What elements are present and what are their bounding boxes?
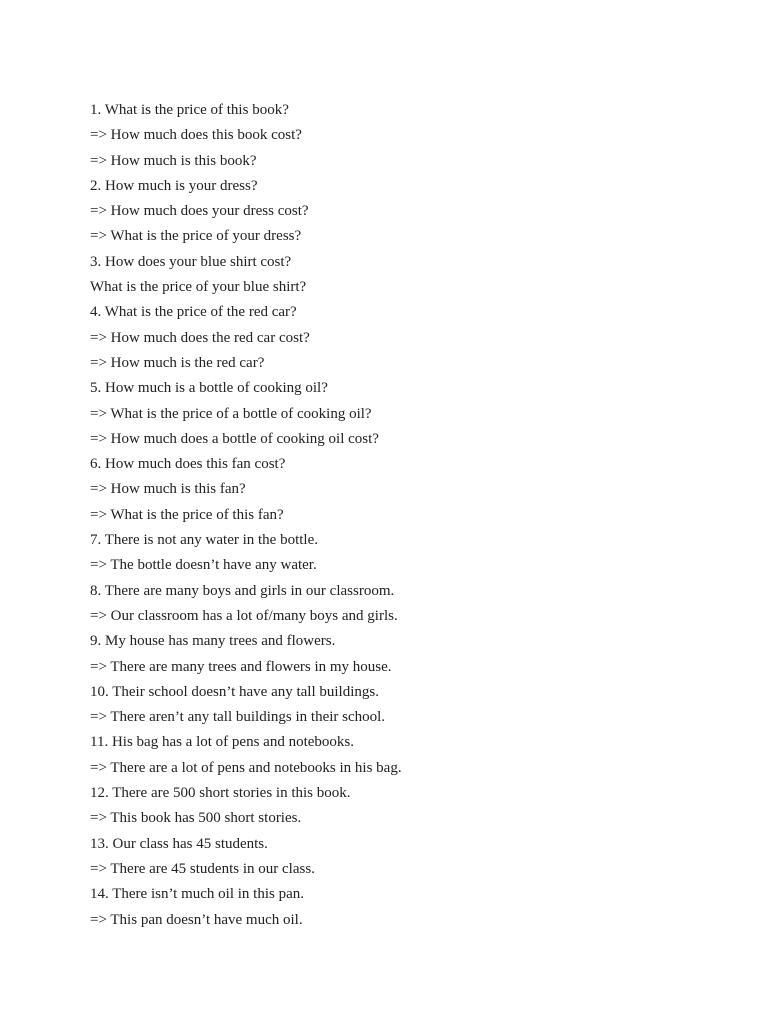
text-line: => How much does a bottle of cooking oil cost? (90, 430, 379, 447)
text-line: 9. My house has many trees and flowers. (90, 633, 336, 650)
text-line: 7. There is not any water in the bottle. (90, 532, 318, 549)
text-line: => How much does this book cost? (90, 127, 302, 144)
text-line: 14. There isn’t much oil in this pan. (90, 886, 305, 903)
text-line: 2. How much is your dress? (90, 177, 258, 194)
text-line: 8. There are many boys and girls in our classroom. (90, 582, 395, 599)
text-line: 1. What is the price of this book? (90, 102, 289, 118)
text-line: 6. How much does this fan cost? (90, 456, 286, 473)
text-line: 3. How does your blue shirt cost? (90, 253, 292, 270)
text-line: 12. There are 500 short stories in this book. (90, 785, 351, 802)
text-line: 13. Our class has 45 students. (90, 835, 268, 852)
text-line: What is the price of your blue shirt? (90, 279, 307, 296)
text-line: => This book has 500 short stories. (90, 810, 302, 827)
text-line: => There aren’t any tall buildings in their school. (90, 709, 386, 726)
text-line: => How much is the red car? (90, 354, 265, 371)
text-line: => What is the price of a bottle of cooking oil? (90, 405, 372, 422)
text-line: => Our classroom has a lot of/many boys and girls. (90, 607, 398, 624)
text-line: => How much is this book? (90, 152, 257, 169)
text-line: => The bottle doesn’t have any water. (90, 557, 317, 574)
text-line: => There are a lot of pens and notebooks in his bag. (90, 759, 402, 776)
text-line: => There are 45 students in our class. (90, 860, 315, 877)
text-line: => What is the price of this fan? (90, 506, 284, 523)
text-line: => This pan doesn’t have much oil. (90, 911, 303, 928)
text-line: 4. What is the price of the red car? (90, 304, 297, 321)
text-line: => How much does your dress cost? (90, 203, 309, 220)
text-line: => How much is this fan? (90, 481, 246, 498)
text-line: 10. Their school doesn’t have any tall buildings. (90, 683, 379, 700)
document-page (90, 98, 730, 933)
text-line: 5. How much is a bottle of cooking oil? (90, 380, 328, 397)
text-line: => What is the price of your dress? (90, 228, 302, 245)
text-line: 11. His bag has a lot of pens and notebooks. (90, 734, 354, 751)
text-line: => There are many trees and flowers in my house. (90, 658, 392, 675)
text-line: => How much does the red car cost? (90, 329, 310, 346)
